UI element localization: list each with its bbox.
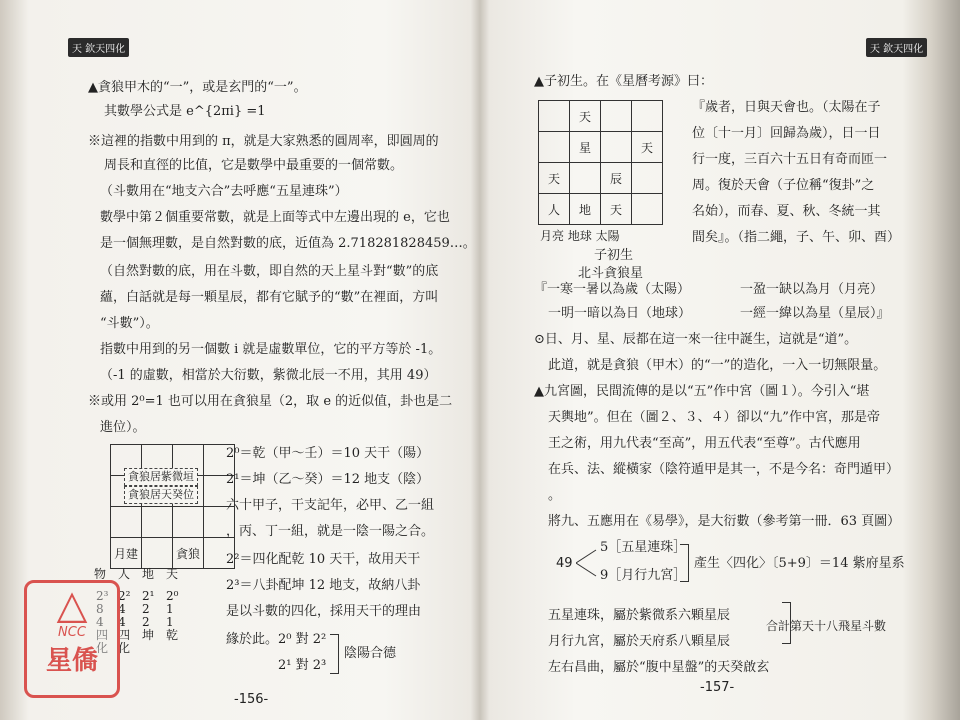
text-line: ▲貪狼甲木的“一”，或是玄門的“一”。 <box>88 80 307 95</box>
text-line: 是一個無理數，是自然對數的底，近值為 2.718281828459…。 <box>100 236 476 251</box>
label-di: 地 <box>142 567 155 581</box>
watermark-stamp <box>24 580 120 698</box>
quote-line: 『歲者，日與天會也。（太陽在子 <box>692 100 881 115</box>
text-line: 2¹ 對 2³ <box>278 658 327 673</box>
text-line: 月行九宮，屬於天府系八顆星辰 <box>548 634 731 649</box>
text-line: 天輿地”。但在（圖２、３、４）卻以“九”作中宮，那是帝 <box>548 410 880 425</box>
cell: 天 <box>601 194 632 225</box>
stamp-ncc: NCC <box>58 625 86 640</box>
quote-line: 名始），而春、夏、秋、冬統一其 <box>692 204 881 219</box>
text-line: 是以斗數的四化，採用天干的理由 <box>226 604 422 619</box>
star-grid-right <box>538 100 663 225</box>
vertical-col-1: 2³ 8 4 四化 <box>96 589 109 655</box>
text-line: 2²＝四化配乾 10 天干，故用天干 <box>226 552 421 567</box>
branch-9: 9［月行九宮］ <box>600 568 687 583</box>
label-wu: 物 <box>94 567 107 581</box>
text-line: 數學中第２個重要常數，就是上面等式中左邊出現的 e，它也 <box>100 210 450 225</box>
cell: 辰 <box>601 163 632 194</box>
vertical-col-2: 2² 4 4 四化 <box>118 589 131 655</box>
text-line: 『一寒一暑以為歲（太陽） <box>534 282 691 297</box>
text-line: 六十甲子，干支記年，必甲、乙一組 <box>226 498 435 513</box>
annotation-box-1: 貪狼居紫微垣 <box>124 468 198 486</box>
grid-caption: 北斗貪狼星 <box>578 266 644 281</box>
page-number-right: -157- <box>700 680 735 695</box>
text-line: 一盈一缺以為月（月亮） <box>740 282 884 297</box>
quote-line: 行一度，三百六十五日有奇而匝一 <box>692 152 888 167</box>
vertical-col-4: 2⁰ 1 1 乾 <box>166 589 179 642</box>
result-line: 產生〈四化〉〔5+9〕＝14 紫府星系 <box>694 556 905 571</box>
text-line: 將九、五應用在《易學》，是大衍數（參考第一冊．63 頁圖） <box>548 514 901 529</box>
text-line: 進位）。 <box>100 420 146 435</box>
bracket <box>680 544 689 582</box>
text-line: “斗數”）。 <box>100 316 159 331</box>
annotation-box-2: 貪狼居天癸位 <box>124 486 198 504</box>
branch-5: 5［五星連珠］ <box>600 540 687 555</box>
branch-lines <box>576 546 598 580</box>
text-line: （斗數用在“地支六合”去呼應“五星連珠”） <box>100 184 348 199</box>
stamp-name: 星僑 <box>45 646 98 676</box>
text-line: 2³＝八卦配坤 12 地支，故納八卦 <box>226 578 421 593</box>
text-line: 在兵、法、縱橫家（陰符遁甲是其一，不是今名：奇門遁甲） <box>548 462 900 477</box>
text-line: ▲九宮圖，民間流傳的是以“五”作中宮（圖１）。今引入“堪 <box>534 384 870 399</box>
text-line: 王之術，用九代表“至高”，用五代表“至尊”。古代應用 <box>548 436 861 451</box>
chapter-logo-left: 天 欽天四化 <box>68 38 129 57</box>
number-49: 49 <box>556 556 573 571</box>
vertical-col-3: 2¹ 2 2 坤 <box>142 589 155 642</box>
text-line: 一經一緯以為星（星辰）』 <box>740 306 890 321</box>
text-line: ※這裡的指數中用到的 π，就是大家熟悉的圓周率，即圓周的 <box>88 134 439 149</box>
text-line: 。 <box>548 488 562 503</box>
text-line: ⊙日、月、星、辰都在這一來一往中誕生，這就是“道”。 <box>534 332 858 347</box>
text-line: ▲子初生。在《星曆考源》曰： <box>534 74 713 89</box>
text-line: ※或用 2⁰=1 也可以用在貪狼星（2，取 e 的近似值，卦也是二 <box>88 394 453 409</box>
chapter-logo-right: 天 欽天四化 <box>866 38 927 57</box>
text-line: 緣於此。2⁰ 對 2² <box>226 632 327 647</box>
text-line: ，丙、丁一組，就是一陰一陽之合。 <box>226 524 435 539</box>
quote-line: 位〔十一月〕回歸為歲），日一日 <box>692 126 881 141</box>
page-number-left: -156- <box>234 692 269 707</box>
bracket-label: 合計第天十八飛星斗數 <box>766 619 887 633</box>
text-line: 五星連珠，屬於紫微系六顆星辰 <box>548 608 731 623</box>
text-line: 此道，就是貪狼（甲木）的“一”的造化，一入一切無限量。 <box>548 358 887 373</box>
cell: 天 <box>632 132 663 163</box>
text-line: （-1 的虛數，相當於大衍數，紫微北辰一不用，其用 49） <box>100 368 437 383</box>
grid-cell-tanlang: 貪狼 <box>173 538 204 569</box>
bracket-label: 陰陽合德 <box>344 646 397 661</box>
text-line: 蘊，白話就是每一顆星辰，都有它賦予的“數”在裡面，方叫 <box>100 290 439 305</box>
cell: 天 <box>539 163 570 194</box>
grid-caption: 月亮 地球 太陽 <box>540 229 620 243</box>
quote-line: 間矣』。（指二繩，子、午、卯、酉） <box>692 230 901 245</box>
text-line: 2¹＝坤（乙～癸）＝12 地支（陰） <box>226 472 430 487</box>
formula-line: 其數學公式是 e^{2πi} =1 <box>104 104 266 119</box>
text-line: 一明一暗以為日（地球） <box>548 306 692 321</box>
label-ren: 人 <box>118 567 131 581</box>
text-line: （自然對數的底，用在斗數，即自然的天上星斗對“數”的底 <box>100 264 439 279</box>
text-line: 周長和直徑的比值，它是數學中最重要的一個常數。 <box>104 158 404 173</box>
cell: 星 <box>570 132 601 163</box>
text-line: 左右昌曲，屬於“腹中星盤”的天癸啟玄 <box>548 660 770 675</box>
palace-grid-left <box>110 444 235 569</box>
stamp-triangle: △ <box>56 582 88 628</box>
quote-line: 周。復於天會（子位稱“復卦”之 <box>692 178 875 193</box>
cell: 人 <box>539 194 570 225</box>
cell: 地 <box>570 194 601 225</box>
grid-caption: 子初生 <box>594 248 634 263</box>
right-page <box>484 0 960 720</box>
cell: 天 <box>570 101 601 132</box>
grid-cell-yuejian: 月建 <box>111 538 142 569</box>
text-line: 2⁰＝乾（甲～壬）＝10 天干（陽） <box>226 446 430 461</box>
bracket <box>330 634 339 674</box>
label-tian: 天 <box>166 567 179 581</box>
text-line: 指數中用到的另一個數 i 就是虛數單位，它的平方等於 -1。 <box>100 342 442 357</box>
